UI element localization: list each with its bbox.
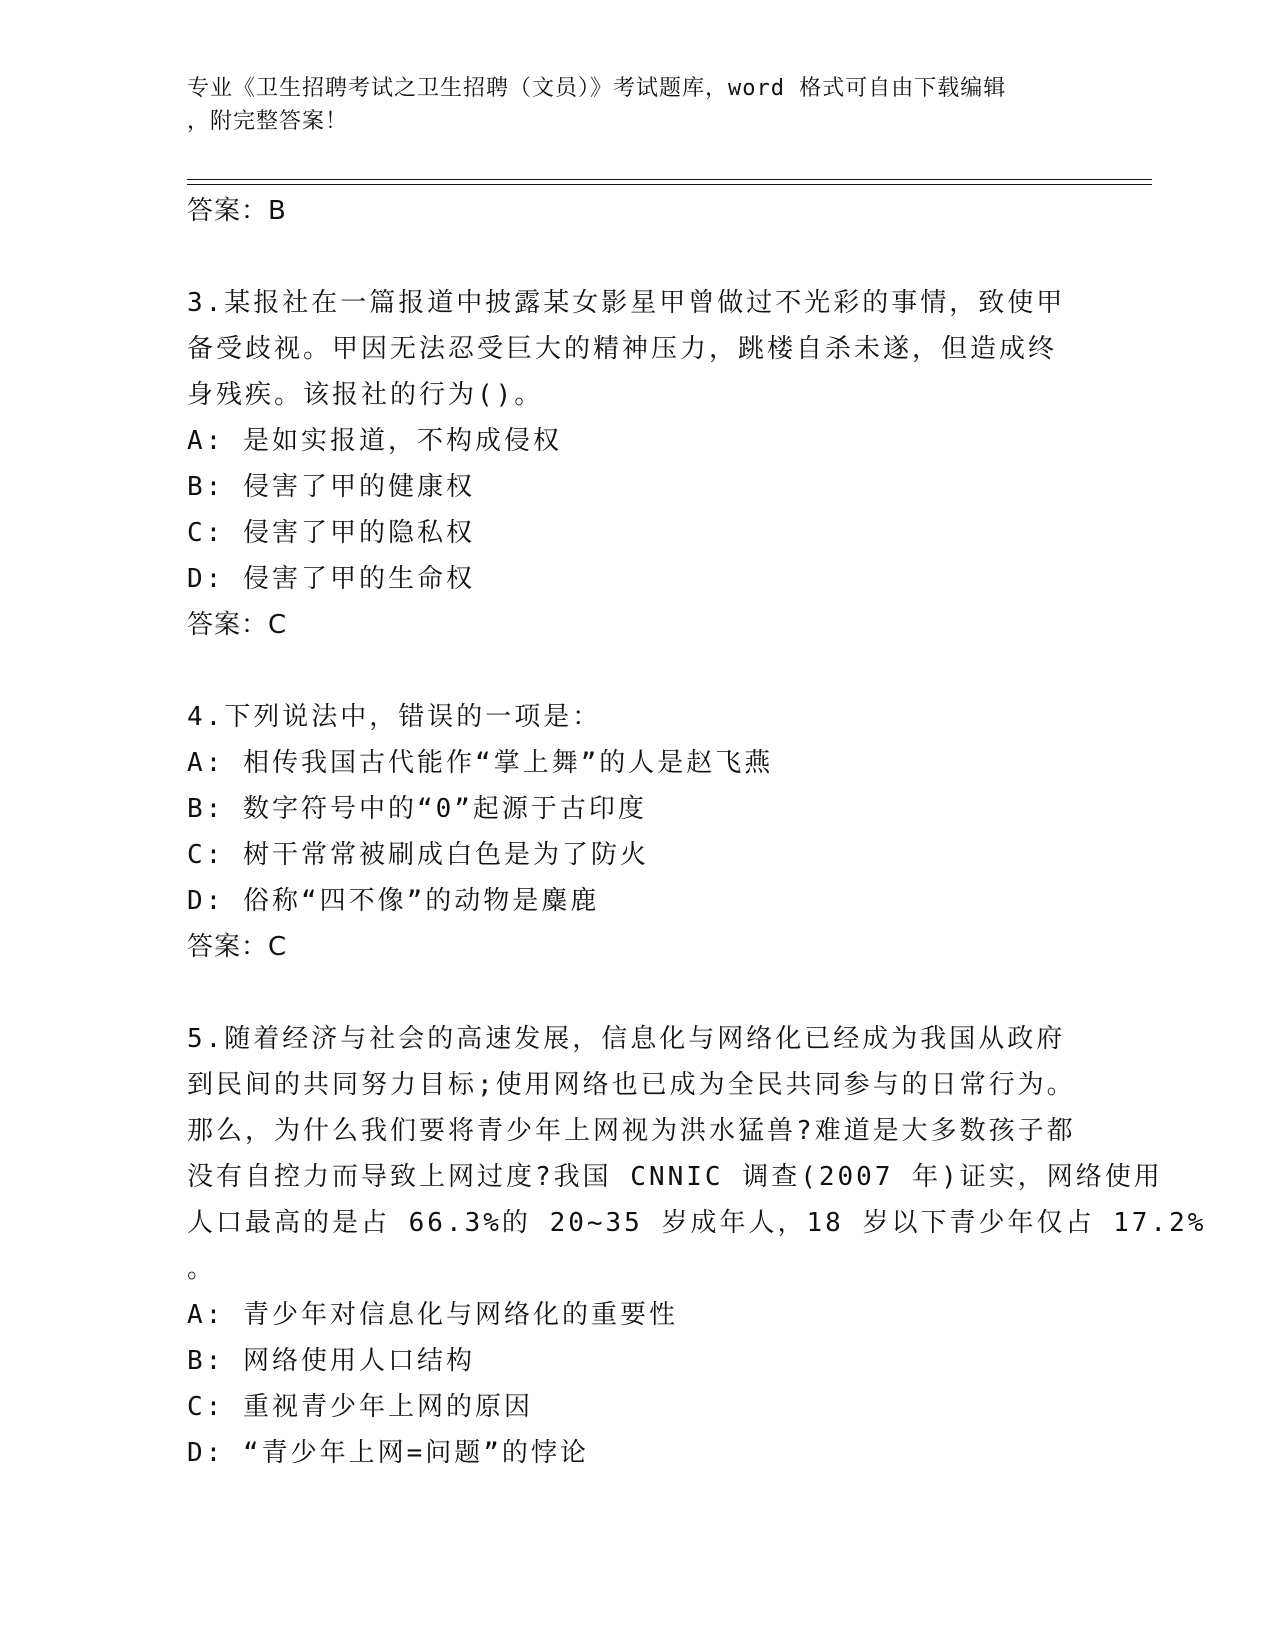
header-rule-top bbox=[187, 179, 1152, 180]
spacer bbox=[187, 648, 1127, 694]
spacer bbox=[187, 234, 1127, 280]
question-line: 没有自控力而导致上网过度?我国 CNNIC 调查(2007 年)证实，网络使用 bbox=[187, 1162, 1163, 1192]
document-body bbox=[187, 188, 1207, 1476]
option-c: C: 重视青少年上网的原因 bbox=[187, 1392, 533, 1422]
header-rule-bottom bbox=[187, 184, 1152, 185]
question-line: 5.随着经济与社会的高速发展，信息化与网络化已经成为我国从政府 bbox=[187, 1024, 1066, 1054]
header-line-1: 专业《卫生招聘考试之卫生招聘（文员）》考试题库，word 格式可自由下载编辑 bbox=[187, 76, 1007, 101]
spacer bbox=[187, 970, 1127, 1016]
question-line: 3.某报社在一篇报道中披露某女影星甲曾做过不光彩的事情，致使甲 bbox=[187, 288, 1066, 318]
question-4-text bbox=[187, 694, 1127, 740]
option-a: A: 相传我国古代能作“掌上舞”的人是赵飞燕 bbox=[187, 748, 774, 778]
answer-q3: 答案：C bbox=[187, 610, 288, 640]
option-a: A: 青少年对信息化与网络化的重要性 bbox=[187, 1300, 678, 1330]
option-c: C: 树干常常被刷成白色是为了防火 bbox=[187, 840, 649, 870]
option-d: D: “青少年上网=问题”的悖论 bbox=[187, 1438, 589, 1468]
question-3 bbox=[187, 280, 1127, 648]
question-line: 人口最高的是占 66.3%的 20~35 岁成年人，18 岁以下青少年仅占 17.2% bbox=[187, 1208, 1207, 1238]
answer-q2: 答案：B bbox=[187, 196, 287, 226]
option-d: D: 俗称“四不像”的动物是麋鹿 bbox=[187, 886, 600, 916]
question-line: 到民间的共同努力目标;使用网络也已成为全民共同参与的日常行为。 bbox=[187, 1070, 1076, 1100]
option-b: B: 网络使用人口结构 bbox=[187, 1346, 475, 1376]
question-line: 4.下列说法中，错误的一项是： bbox=[187, 702, 602, 732]
option-d: D: 侵害了甲的生命权 bbox=[187, 564, 475, 594]
question-line: 。 bbox=[187, 1254, 217, 1284]
question-5 bbox=[187, 1016, 1207, 1476]
option-b: B: 侵害了甲的健康权 bbox=[187, 472, 475, 502]
question-line: 身残疾。该报社的行为()。 bbox=[187, 380, 544, 410]
option-b: B: 数字符号中的“0”起源于古印度 bbox=[187, 794, 647, 824]
option-a: A: 是如实报道，不构成侵权 bbox=[187, 426, 562, 456]
question-line: 备受歧视。甲因无法忍受巨大的精神压力，跳楼自杀未遂，但造成终 bbox=[187, 334, 1058, 364]
answer-q4: 答案：C bbox=[187, 932, 288, 962]
question-3-text bbox=[187, 280, 1127, 418]
option-c: C: 侵害了甲的隐私权 bbox=[187, 518, 475, 548]
page-header bbox=[187, 72, 1067, 138]
question-line: 那么，为什么我们要将青少年上网视为洪水猛兽?难道是大多数孩子都 bbox=[187, 1116, 1076, 1146]
question-5-text bbox=[187, 1016, 1207, 1292]
question-4 bbox=[187, 694, 1127, 970]
header-line-2: ，附完整答案！ bbox=[187, 109, 349, 134]
